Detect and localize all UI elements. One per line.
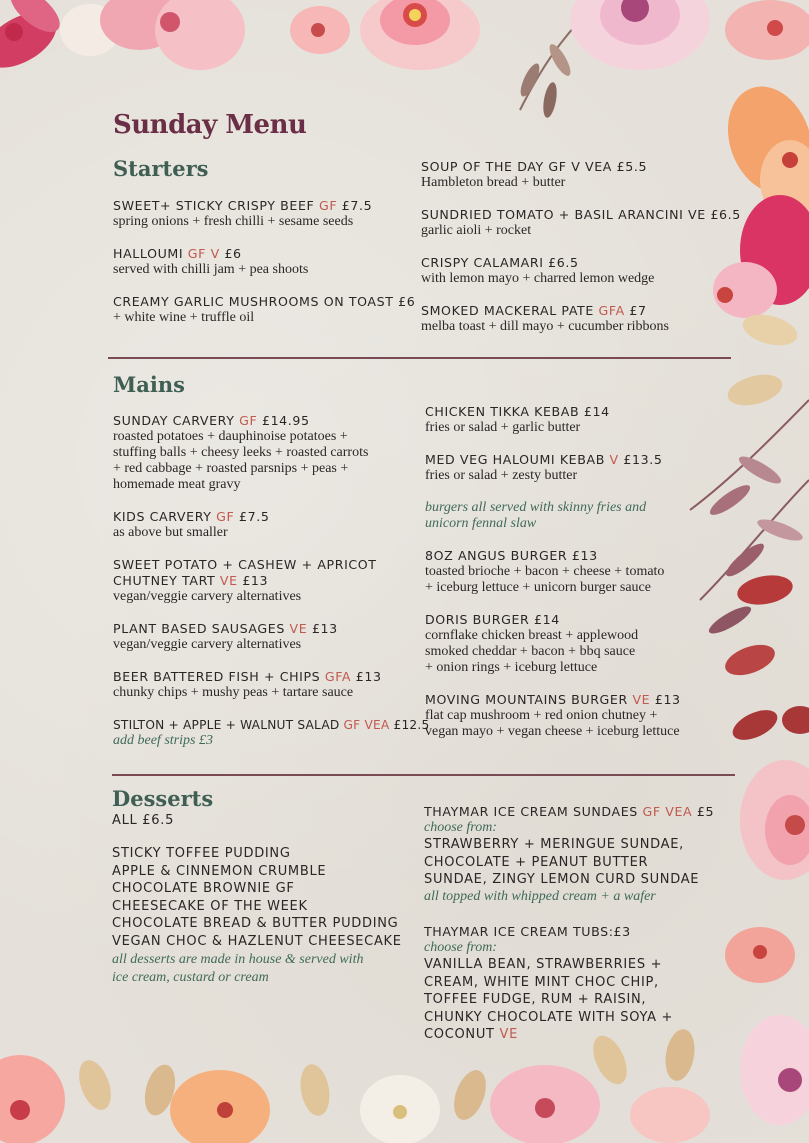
flower-icon [0, 0, 67, 79]
mains-heading: Mains [113, 372, 185, 397]
menu-item: SMOKED MACKERAL PATE GFA £7 melba toast + dill mayo + cucumber ribbons [421, 303, 669, 334]
flower-icon [725, 0, 809, 60]
flower-icon [740, 1015, 809, 1125]
menu-item: SWEET+ STICKY CRISPY BEEF GF £7.5 spring onions + fresh chilli + sesame seeds [113, 198, 373, 229]
flower-icon [490, 1065, 600, 1143]
leaf-icon [724, 309, 800, 411]
menu-item: 8OZ ANGUS BURGER £13 toasted brioche + bacon + cheese + tomato + iceburg lettuce + unicorn burger sauce [425, 548, 665, 595]
flower-icon [740, 760, 809, 880]
menu-item: MED VEG HALOUMI KEBAB V £13.5 fries or salad + zesty butter [425, 452, 663, 483]
flower-icon [714, 75, 809, 220]
list-item: VEGAN CHOC & HAZLENUT CHEESECAKE [112, 933, 402, 949]
menu-item: CRISPY CALAMARI £6.5 with lemon mayo + charred lemon wedge [421, 255, 655, 286]
menu-item: SOUP OF THE DAY GF V VEA £5.5 Hambleton bread + butter [421, 159, 648, 190]
flower-icon [570, 0, 710, 70]
flower-icon [725, 927, 795, 983]
list-item: STICKY TOFFEE PUDDING [112, 846, 291, 861]
menu-item: KIDS CARVERY GF £7.5 as above but smaller [113, 509, 270, 540]
burgers-note: burgers all served with skinny fries and unicorn fennal slaw [425, 500, 647, 531]
menu-item: STILTON + APPLE + WALNUT SALAD GF VEA £12.5 add beef strips £3 [113, 718, 430, 748]
menu-title: Sunday Menu [113, 110, 307, 140]
menu-item: CREAMY GARLIC MUSHROOMS ON TOAST £6 + white wine + truffle oil [113, 294, 416, 325]
desserts-list: STICKY TOFFEE PUDDING APPLE & CINNEMON CRUMBLE CHOCOLATE BROWNIE GF CHEESECAKE OF THE WEEK CHOCOLATE BREAD & BUTTER PUDDING VEGAN CHOC & HAZLENUT CHEESECAKE all desserts are made in house & served with ice cream, custard or cream [112, 846, 402, 985]
menu-item: BEER BATTERED FISH + CHIPS GFA £13 chunky chips + mushy peas + tartare sauce [113, 669, 382, 700]
section-divider [108, 357, 731, 359]
menu-item: SUNDRIED TOMATO + BASIL ARANCINI VE £6.5 garlic aioli + rocket [421, 207, 741, 238]
list-item: CHOCOLATE BROWNIE GF [112, 881, 295, 897]
flower-icon [360, 1075, 440, 1143]
flower-icon [170, 1070, 270, 1143]
flower-icon [0, 1055, 65, 1143]
desserts-price: ALL £6.5 [112, 813, 175, 828]
list-item: APPLE & CINNEMON CRUMBLE [112, 863, 327, 879]
menu-item: SWEET POTATO + CASHEW + APRICOT CHUTNEY TART VE £13 vegan/veggie carvery alternatives [113, 557, 377, 604]
list-item: CHOCOLATE BREAD & BUTTER PUDDING [112, 916, 399, 932]
menu-item: HALLOUMI GF V £6 served with chilli jam + pea shoots [113, 246, 309, 277]
menu-item: PLANT BASED SAUSAGES VE £13 vegan/veggie carvery alternatives [113, 621, 338, 652]
menu-item: SUNDAY CARVERY GF £14.95 roasted potatoes + dauphinoise potatoes + stuffing balls + cheesy leeks + roasted carrots + red cabbage + roasted parsnips + peas + homemade meat gravy [113, 413, 369, 492]
tubs-item: THAYMAR ICE CREAM TUBS:£3 choose from: VANILLA BEAN, STRAWBERRIES + CREAM, WHITE MINT CHOC CHIP, TOFFEE FUDGE, RUM + RAISIN, CHUNKY CHOCOLATE WITH SOYA + COCONUT VE [424, 924, 674, 1043]
section-divider [112, 774, 735, 776]
flower-icon [630, 1087, 710, 1143]
desserts-heading: Desserts [112, 786, 214, 811]
menu-item: CHICKEN TIKKA KEBAB £14 fries or salad + garlic butter [425, 404, 610, 435]
list-item: CHEESECAKE OF THE WEEK [112, 898, 308, 914]
menu-item: MOVING MOUNTAINS BURGER VE £13 flat cap mushroom + red onion chutney + vegan mayo + vegan cheese + iceburg lettuce [425, 692, 681, 739]
flower-icon [290, 6, 350, 54]
flower-icon [360, 0, 480, 70]
leaf-icon [721, 571, 809, 746]
menu-item: DORIS BURGER £14 cornflake chicken breast + applewood smoked cheddar + bacon + bbq sauce + onion rings + iceburg lettuce [425, 612, 639, 675]
sundaes-item: THAYMAR ICE CREAM SUNDAES GF VEA £5 choose from: STRAWBERRY + MERINGUE SUNDAE, CHOCOLATE + PEANUT BUTTER SUNDAE, ZINGY LEMON CURD SUNDAE all topped with whipped cream + a wafer [424, 804, 715, 904]
flower-icon [60, 0, 245, 70]
starters-heading: Starters [113, 156, 209, 181]
